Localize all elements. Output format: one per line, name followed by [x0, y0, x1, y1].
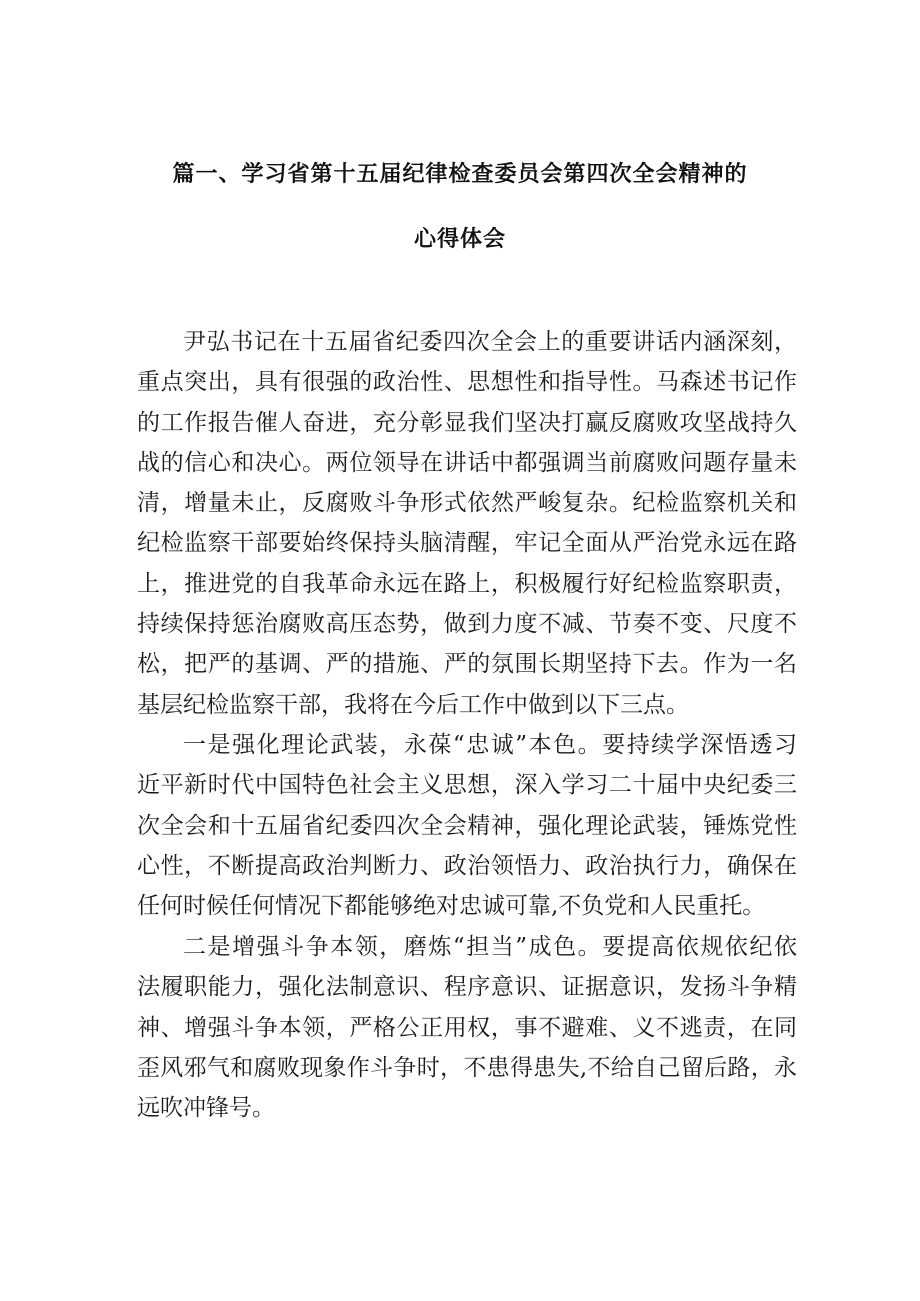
paragraph-line: 次全会和十五届省纪委四次全会精神，强化理论武装，锤炼党性 — [137, 812, 797, 839]
paragraph-line: 战的信心和决心。两位领导在讲话中都强调当前腐败问题存量未 — [137, 449, 797, 476]
paragraph-2 — [137, 725, 797, 926]
paragraph-3 — [137, 927, 797, 1128]
paragraph-line: 尹弘书记在十五届省纪委四次全会上的重要讲话内涵深刻， — [183, 329, 797, 355]
paragraph-line: 纪检监察干部要始终保持头脑清醒，牢记全面从严治党永远在路 — [137, 530, 797, 557]
document-title-line-1: 篇一、学习省第十五届纪律检查委员会第四次全会精神的 — [172, 162, 748, 187]
paragraph-line: 任何时候任何情况下都能够绝对忠诚可靠,不负党和人民重托。 — [137, 893, 766, 920]
paragraph-line: 清，增量未止，反腐败斗争形式依然严峻复杂。纪检监察机关和 — [137, 490, 797, 517]
paragraph-line: 远吹冲锋号。 — [137, 1095, 275, 1122]
paragraph-1 — [137, 322, 797, 725]
paragraph-line: 的工作报告催人奋进，充分彰显我们坚决打赢反腐败攻坚战持久 — [137, 409, 797, 436]
paragraph-line: 松，把严的基调、严的措施、严的氛围长期坚持下去。作为一名 — [137, 651, 797, 678]
document-title-line-2: 心得体会 — [413, 227, 506, 252]
paragraph-line: 上，推进党的自我革命永远在路上，积极履行好纪检监察职责， — [137, 570, 797, 597]
paragraph-line: 一是强化理论武装，永葆“忠诚”本色。要持续学深悟透习 — [183, 732, 797, 758]
paragraph-line: 基层纪检监察干部，我将在今后工作中做到以下三点。 — [137, 691, 689, 718]
paragraph-line: 二是增强斗争本领，磨炼“担当”成色。要提高依规依纪依 — [183, 934, 797, 960]
paragraph-line: 重点突出，具有很强的政治性、思想性和指导性。马森述书记作 — [137, 369, 797, 396]
paragraph-line: 近平新时代中国特色社会主义思想，深入学习二十届中央纪委三 — [137, 772, 797, 799]
paragraph-line: 法履职能力，强化法制意识、程序意识、证据意识，发扬斗争精 — [137, 974, 797, 1001]
paragraph-line: 持续保持惩治腐败高压态势，做到力度不减、节奏不变、尺度不 — [137, 611, 797, 638]
paragraph-line: 歪风邪气和腐败现象作斗争时，不患得患失,不给自己留后路，永 — [137, 1054, 797, 1081]
paragraph-line: 心性，不断提高政治判断力、政治领悟力、政治执行力，确保在 — [137, 852, 797, 879]
paragraph-line: 神、增强斗争本领，严格公正用权，事不避难、义不逃责，在同 — [137, 1014, 797, 1041]
